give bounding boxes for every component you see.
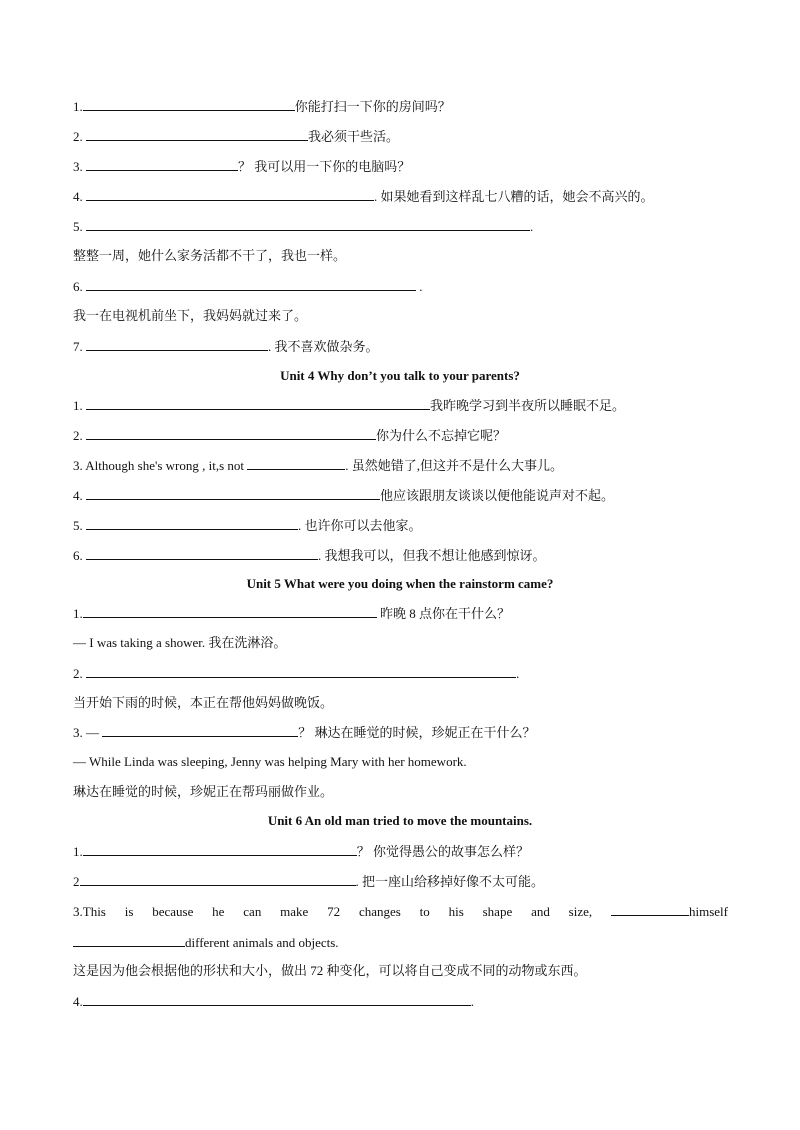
- u3-item-6: [73, 278, 423, 295]
- item-word: is: [124, 904, 134, 919]
- answer-blank[interactable]: [86, 218, 530, 231]
- item-prompt: ？ 琳达在睡觉的时候，珍妮正在干什么？: [298, 725, 536, 740]
- answer-blank[interactable]: [611, 903, 689, 916]
- item-word: himself: [688, 904, 728, 919]
- answer-blank[interactable]: [86, 665, 516, 678]
- item-number: 5.: [73, 518, 86, 533]
- item-word: to: [419, 904, 430, 919]
- item-prompt: . 我不喜欢做杂务。: [268, 339, 379, 354]
- item-word: size,: [568, 904, 593, 919]
- u6-translation-3: 这是因为他会根据他的形状和大小，做出 72 种变化，可以将自己变成不同的动物或东西。: [73, 963, 587, 978]
- u3-translation-5: 整整一周，她什么家务活都不干了，我也一样。: [73, 248, 347, 263]
- item-number: 1.: [73, 398, 86, 413]
- item-number: 6.: [73, 279, 86, 294]
- item-prompt: . 把一座山给移掉好像不太可能。: [355, 874, 545, 889]
- item-prompt: 你能打扫一下你的房间吗？: [294, 99, 451, 114]
- answer-blank[interactable]: [86, 547, 318, 560]
- item-number: 1.: [73, 606, 83, 621]
- item-prompt: 我必须干些活。: [308, 129, 400, 144]
- u4-item-4: [73, 487, 614, 504]
- u4-item-6: [73, 547, 546, 564]
- answer-blank[interactable]: [86, 517, 298, 530]
- item-word: can: [243, 904, 262, 919]
- item-prompt: ？ 你觉得愚公的故事怎么样？: [356, 844, 530, 859]
- u6-item-3-line1: [73, 903, 728, 920]
- item-prompt: 昨晚 8 点你在干什么？: [376, 606, 511, 621]
- u5-item-1: [73, 605, 510, 622]
- answer-blank[interactable]: [86, 188, 374, 201]
- item-number: 4.: [73, 189, 86, 204]
- item-number: 4.: [73, 994, 83, 1009]
- item-word: changes: [358, 904, 401, 919]
- item-prompt: 你为什么不忘掉它呢？: [376, 428, 507, 443]
- u6-item-1: [73, 843, 529, 860]
- u5-translation-1: — I was taking a shower. 我在洗淋浴。: [73, 635, 287, 650]
- item-number: 2: [73, 874, 80, 889]
- item-number: 1.: [73, 844, 83, 859]
- u5-translation-3b: 琳达在睡觉的时候，珍妮正在帮玛丽做作业。: [73, 784, 334, 799]
- item-word: 3.This: [73, 904, 106, 919]
- answer-blank[interactable]: [102, 724, 298, 737]
- item-number: 4.: [73, 488, 86, 503]
- answer-blank[interactable]: [86, 338, 268, 351]
- u5-translation-2: 当开始下雨的时候，本正在帮他妈妈做晚饭。: [73, 695, 334, 710]
- item-prompt: . 也许你可以去他家。: [298, 518, 422, 533]
- u3-item-7: [73, 338, 379, 355]
- answer-blank[interactable]: [73, 934, 185, 947]
- u3-item-3: [73, 158, 410, 175]
- answer-blank[interactable]: [86, 397, 430, 410]
- answer-blank[interactable]: [83, 843, 357, 856]
- item-number: 2.: [73, 129, 86, 144]
- item-word: make: [280, 904, 309, 919]
- item-word: shape: [482, 904, 513, 919]
- item-number: 5.: [73, 219, 86, 234]
- item-word: because: [152, 904, 194, 919]
- answer-blank[interactable]: [247, 457, 345, 470]
- answer-blank[interactable]: [86, 278, 416, 291]
- item-number: 3. —: [73, 725, 103, 740]
- item-number: 2.: [73, 428, 86, 443]
- answer-blank[interactable]: [80, 873, 356, 886]
- item-prompt: .: [470, 994, 474, 1009]
- u5-item-3: [73, 724, 536, 741]
- item-word: he: [212, 904, 225, 919]
- u3-item-1: [73, 98, 451, 115]
- u6-item-3-line2: [73, 934, 339, 951]
- answer-blank[interactable]: [83, 605, 377, 618]
- item-prompt: . 如果她看到这样乱七八糟的话，她会不高兴的。: [374, 189, 654, 204]
- item-number: 6.: [73, 548, 86, 563]
- item-word: 72: [327, 904, 341, 919]
- u4-item-2: [73, 427, 506, 444]
- answer-blank[interactable]: [86, 427, 376, 440]
- item-prompt: different animals and objects.: [185, 935, 339, 950]
- item-number: 1.: [73, 99, 83, 114]
- u3-translation-6: 我一在电视机前坐下，我妈妈就过来了。: [73, 308, 308, 323]
- item-number: 3.: [73, 159, 86, 174]
- item-prompt: . 虽然她错了,但这并不是什么大事儿。: [345, 458, 564, 473]
- u3-item-5: [73, 218, 533, 235]
- u3-item-2: [73, 128, 399, 145]
- u5-translation-3a: — While Linda was sleeping, Jenny was helping Mary with her homework.: [73, 754, 467, 769]
- item-prompt: 他应该跟朋友谈谈以便他能说声对不起。: [380, 488, 615, 503]
- u6-item-3-blank-group: [611, 903, 728, 920]
- item-number: 3. Although she's wrong , it,s not: [73, 458, 248, 473]
- unit6-heading: Unit 6 An old man tried to move the mountains.: [267, 813, 533, 828]
- u5-item-2: [73, 665, 519, 682]
- item-number: 7.: [73, 339, 86, 354]
- item-prompt: 我昨晚学习到半夜所以睡眠不足。: [430, 398, 626, 413]
- answer-blank[interactable]: [86, 487, 380, 500]
- answer-blank[interactable]: [83, 993, 471, 1006]
- item-prompt: .: [416, 279, 423, 294]
- unit5-heading: Unit 5 What were you doing when the rainstorm came?: [246, 576, 554, 591]
- item-prompt: . 我想我可以，但我不想让他感到惊讶。: [318, 548, 546, 563]
- unit4-heading: Unit 4 Why don’t you talk to your parents?: [280, 368, 520, 383]
- item-number: 2.: [73, 666, 86, 681]
- answer-blank[interactable]: [83, 98, 295, 111]
- answer-blank[interactable]: [86, 128, 308, 141]
- u4-item-5: [73, 517, 422, 534]
- item-prompt: .: [516, 666, 520, 681]
- item-word: his: [448, 904, 464, 919]
- u6-item-4: [73, 993, 474, 1010]
- answer-blank[interactable]: [86, 158, 238, 171]
- u3-item-4: [73, 188, 654, 205]
- item-word: and: [531, 904, 550, 919]
- item-prompt: .: [530, 219, 534, 234]
- item-prompt: ？ 我可以用一下你的电脑吗？: [238, 159, 411, 174]
- u4-item-3: [73, 457, 563, 474]
- u6-item-2: [73, 873, 544, 890]
- u4-item-1: [73, 397, 625, 414]
